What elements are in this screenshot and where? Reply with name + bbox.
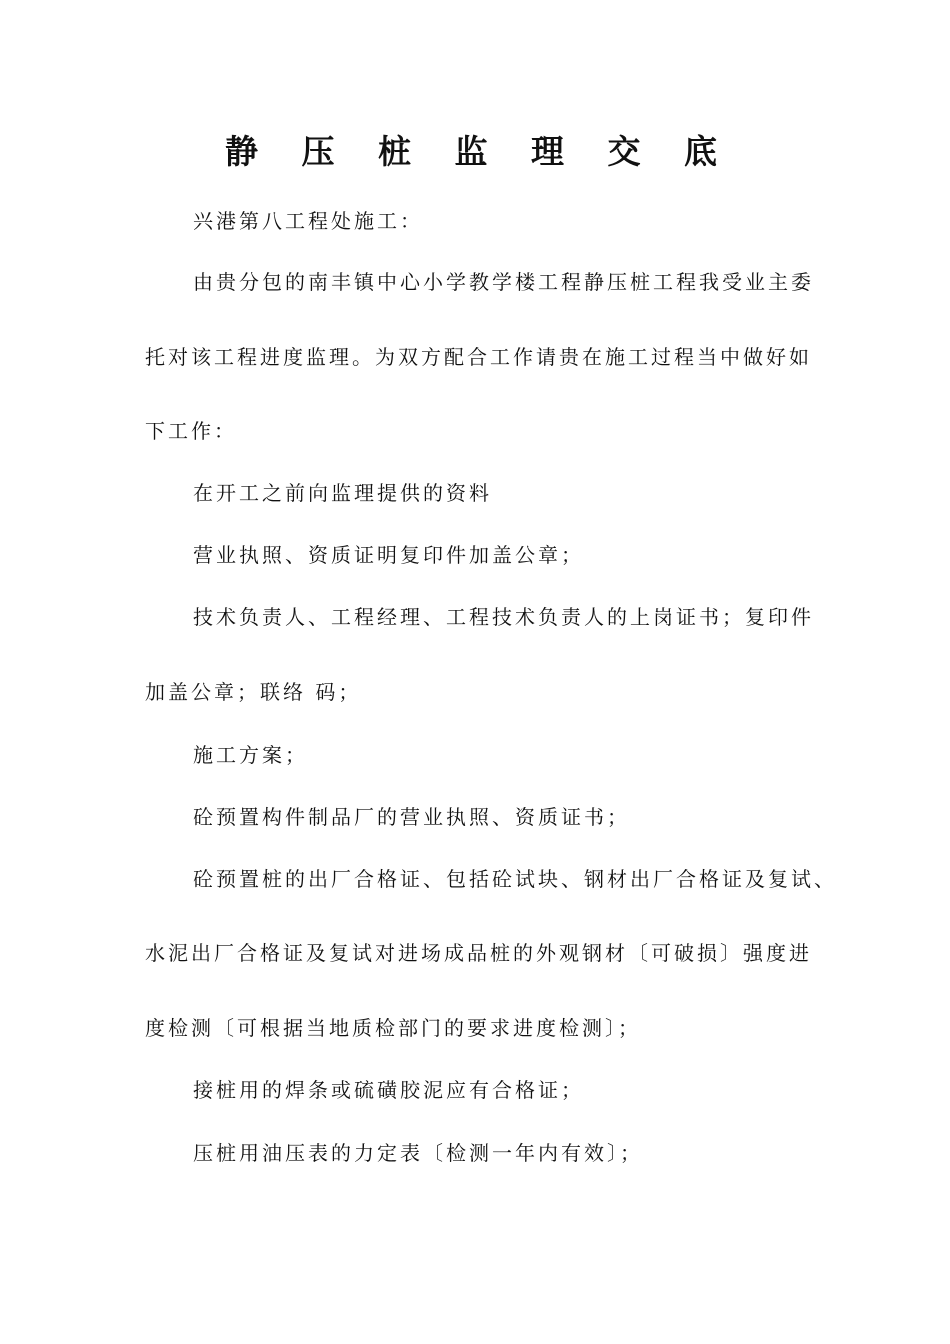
list-item-continued: 度检测〔可根据当地质检部门的要求进度检测〕； (145, 1016, 641, 1040)
list-item: 接桩用的焊条或硫磺胶泥应有合格证； (193, 1078, 584, 1102)
list-item-continued: 水泥出厂合格证及复试对进场成品桩的外观钢材〔可破损〕强度进 (145, 941, 812, 965)
paragraph-line: 在开工之前向监理提供的资料 (193, 481, 492, 505)
list-item-continued: 加盖公章；联络 码； (145, 680, 362, 704)
paragraph-line: 由贵分包的南丰镇中心小学教学楼工程静压桩工程我受业主委 (193, 270, 814, 294)
paragraph-line: 下工作： (145, 419, 237, 443)
paragraph-line: 托对该工程进度监理。为双方配合工作请贵在施工过程当中做好如 (145, 345, 812, 369)
list-item: 技术负责人、工程经理、工程技术负责人的上岗证书；复印件 (193, 605, 814, 629)
document-title: 静 压 桩 监 理 交 底 (225, 132, 733, 171)
list-item: 压桩用油压表的力定表〔检测一年内有效〕； (193, 1141, 643, 1165)
list-item: 砼预置构件制品厂的营业执照、资质证书； (193, 805, 630, 829)
list-item: 营业执照、资质证明复印件加盖公章； (193, 543, 584, 567)
paragraph-line-addressee: 兴港第八工程处施工： (193, 209, 423, 233)
list-item: 砼预置桩的出厂合格证、包括砼试块、钢材出厂合格证及复试、 (193, 867, 837, 891)
list-item: 施工方案； (193, 743, 308, 767)
